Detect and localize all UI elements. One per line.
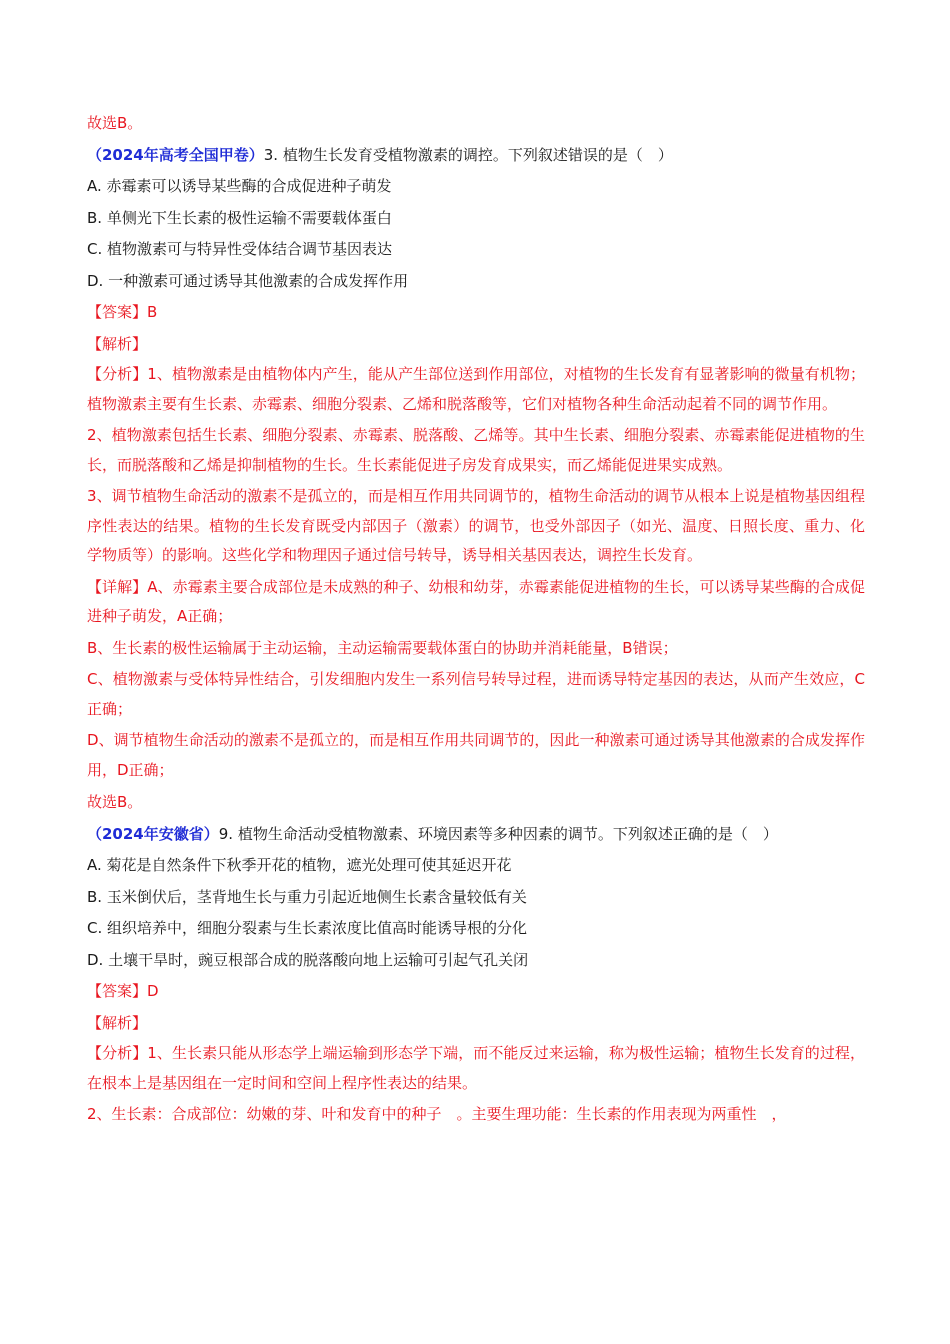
question-2-option-b: B. 玉米倒伏后，茎背地生长与重力引起近地侧生长素含量较低有关	[87, 887, 527, 906]
question-2-analysis-2: 2、生长素：合成部位：幼嫩的芽、叶和发育中的种子 。主要生理功能：生长素的作用表现为两重性 ，	[87, 1105, 787, 1123]
question-1-option-a: A. 赤霉素可以诱导某些酶的合成促进种子萌发	[87, 177, 392, 195]
question-1-stem: 3. 植物生长发育受植物激素的调控。下列叙述错误的是（ ）	[263, 145, 673, 164]
question-1-detail-d: D、调节植物生命活动的激素不是孤立的，而是相互作用共同调节的，因此一种激素可通过诱导其他激素的合成发挥作用，D正确；	[87, 731, 865, 779]
question-1-detail-b: B、生长素的极性运输属于主动运输，主动运输需要载体蛋白的协助并消耗能量，B错误；	[87, 638, 678, 657]
question-1-option-c: C. 植物激素可与特异性受体结合调节基因表达	[87, 240, 393, 258]
question-1-source: （2024年高考全国甲卷）	[87, 145, 264, 164]
question-2-analysis-1: 【分析】1、生长素只能从形态学上端运输到形态学下端，而不能反过来运输，称为极性运输；植物生长发育的过程，在根本上是基因组在一定时间和空间上程序性表达的结果。	[87, 1044, 865, 1092]
question-1-header	[87, 140, 865, 172]
question-1-conclusion: 故选B。	[87, 793, 143, 811]
question-1-option-b: B. 单侧光下生长素的极性运输不需要载体蛋白	[87, 208, 392, 227]
question-2-option-a: A. 菊花是自然条件下秋季开花的植物，遮光处理可使其延迟开花	[87, 856, 512, 874]
question-1-analysis-3: 3、调节植物生命活动的激素不是孤立的，而是相互作用共同调节的，植物生命活动的调节从根本上说是植物基因组程序性表达的结果。植物的生长发育既受内部因子（激素）的调节，也受外部因子（如光、温度、日照长度、重力、化学物质等）的影响。这些化学和物理因子通过信号转导，诱导相关基因表达，调控生长发育。	[87, 487, 865, 564]
question-2-option-d: D. 土壤干旱时，豌豆根部合成的脱落酸向地上运输可引起气孔关闭	[87, 950, 529, 969]
question-2-source: （2024年安徽省）	[87, 824, 219, 843]
question-2-jiexi-label: 【解析】	[87, 1013, 148, 1032]
previous-conclusion: 故选B。	[87, 114, 143, 132]
question-1-analysis-2: 2、植物激素包括生长素、细胞分裂素、赤霉素、脱落酸、乙烯等。其中生长素、细胞分裂素、赤霉素能促进植物的生长，而脱落酸和乙烯是抑制植物的生长。生长素能促进子房发育成果实，而乙烯能促进果实成熟。	[87, 426, 865, 474]
question-1-detail-c: C、植物激素与受体特异性结合，引发细胞内发生一系列信号转导过程，进而诱导特定基因的表达，从而产生效应，C正确；	[87, 670, 865, 718]
question-1-analysis-1: 【分析】1、植物激素是由植物体内产生，能从产生部位送到作用部位，对植物的生长发育有显著影响的微量有机物；植物激素主要有生长素、赤霉素、细胞分裂素、乙烯和脱落酸等，它们对植物各种生命活动起着不同的调节作用。	[87, 365, 865, 413]
question-1-option-d: D. 一种激素可通过诱导其他激素的合成发挥作用	[87, 271, 409, 290]
question-2-answer: 【答案】D	[87, 982, 159, 1000]
question-1-detail-a: 【详解】A、赤霉素主要合成部位是未成熟的种子、幼根和幼芽，赤霉素能促进植物的生长，可以诱导某些酶的合成促进种子萌发，A正确；	[87, 577, 865, 625]
question-1-jiexi-label: 【解析】	[87, 334, 148, 353]
question-2-stem: 9. 植物生命活动受植物激素、环境因素等多种因素的调节。下列叙述正确的是（ ）	[218, 824, 778, 843]
question-2-header	[87, 819, 865, 851]
document-page	[87, 108, 865, 1132]
question-2-option-c: C. 组织培养中，细胞分裂素与生长素浓度比值高时能诱导根的分化	[87, 919, 528, 937]
question-1-answer: 【答案】B	[87, 303, 158, 321]
